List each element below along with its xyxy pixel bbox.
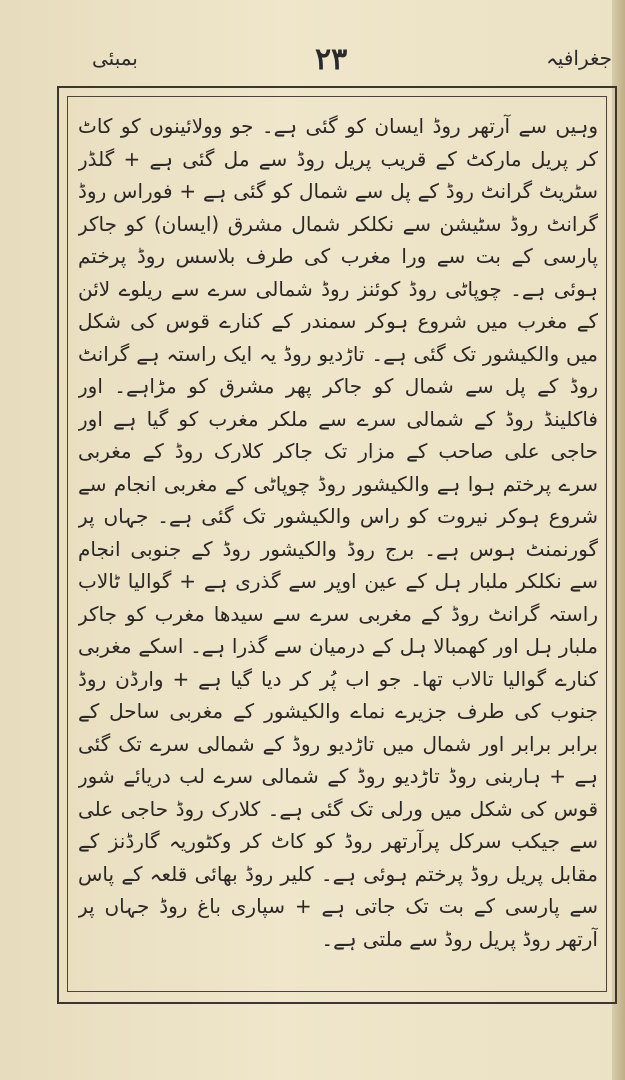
page-number: ۲۳ — [315, 42, 348, 77]
body-text-block — [78, 110, 598, 990]
header-city-title: بمبئی — [92, 46, 138, 70]
body-paragraph: وہیں سے آرتھر روڈ ایسان کو گئی ہے۔ جو وولائینوں کو کاٹ کر پریل مارکٹ کے قریب پریل روڈ سے مل گئی ہے + گلڈر سٹریٹ گرانٹ روڈ کے پل سے شمال کو گئی ہے + فوراس روڈ گرانٹ روڈ سٹیشن سے نکلکر شمال مشرق (ایسان) کو جاکر پارسی کے بت سے ورا مغرب کی طرف بلاسس روڈ پرختم ہوئی ہے۔ چوپاٹی روڈ کوئنز روڈ شمالی سرے سے ریلوے لائن کے مغرب میں شروع ہوکر سمندر کے کنارے قوس کی شکل میں والکیشور تک گئی ہے۔ تاڑدیو روڈ یہ ایک راستہ ہے گرانٹ روڈ کے پل سے شمال کو جاکر پھر مشرق کو مڑاہے۔ اور فاکلینڈ روڈ کے شمالی سرے سے ملکر مغرب کو گیا ہے اور حاجی علی صاحب کے مزار تک جاکر کلارک روڈ کے مغربی سرے پرختم ہوا ہے والکیشور روڈ چوپاٹی کے مغربی انجام سے شروع ہوکر نیروت کو راس والکیشور تک گئی ہے۔ جہاں پر گورنمنٹ ہوس ہے۔ برج روڈ والکیشور روڈ کے جنوبی انجام سے نکلکر ملبار ہل کے عین اوپر سے گذری ہے + گوالیا ٹالاب راستہ گرانٹ روڈ کے مغربی سرے سے سیدھا مغرب کو جاکر ملبار ہل اور کھمبالا ہل کے درمیان سے گذرا ہے۔ اسکے مغربی کنارے گوالیا تالاب تھا۔ جو اب پُر کر دیا گیا ہے + وارڈن روڈ جنوب کی طرف جزیرے نماے والکیشور کے مغربی ساحل کے برابر برابر اور شمال میں تاڑدیو روڈ کے شمالی سرے تک گئی ہے + ہاربنی روڈ تاڑدیو روڈ کے شمالی سرے لب دریائے شور قوس کی شکل میں ورلی تک گئی ہے۔ کلارک روڈ حاجی علی سے جیکب سرکل پرآرتھر روڈ کو کاٹ کر وکٹوریہ گارڈنز کے مقابل پریل روڈ پرختم ہوئی ہے۔ کلیر روڈ بھائی قلعہ کے پاس سے پارسی کے بت تک جاتی ہے + سپاری باغ روڈ جہاں پر آرتھر روڈ پریل روڈ سے ملتی ہے۔ — [78, 114, 598, 951]
header-book-title: جغرافیہ — [546, 46, 612, 70]
page-header — [60, 38, 620, 88]
